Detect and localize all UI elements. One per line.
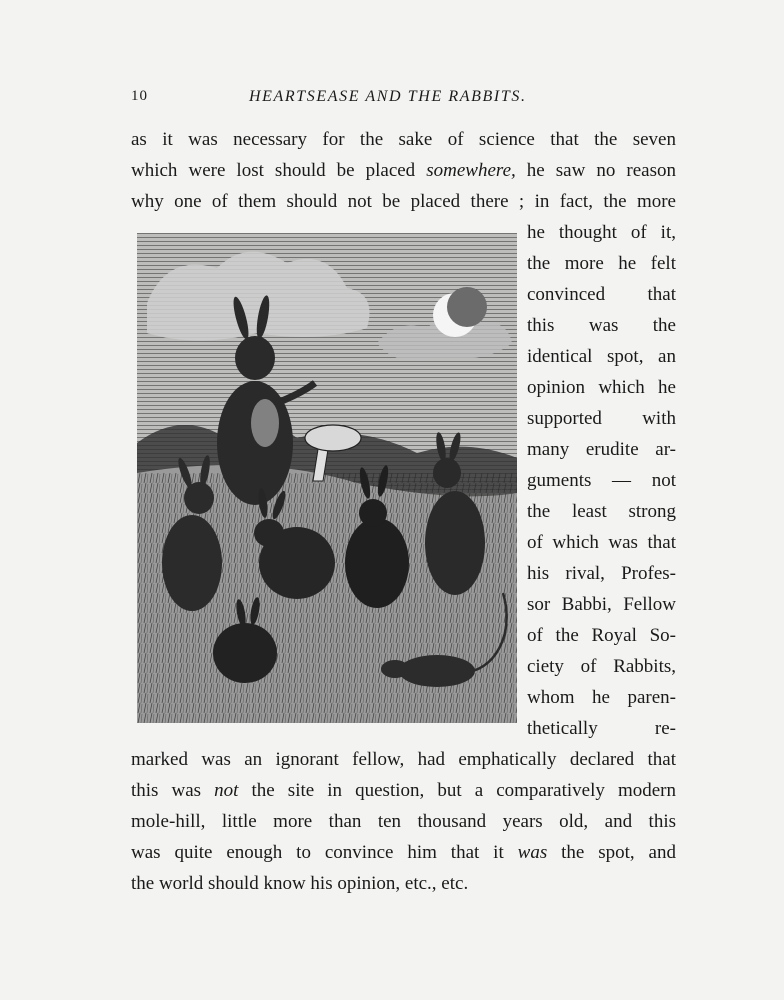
side-line: whom he paren- — [527, 687, 676, 708]
side-line: many erudite ar- — [527, 439, 676, 460]
side-line: this was the — [527, 315, 676, 336]
side-line: of the Royal So- — [527, 625, 676, 646]
side-line: he thought of it, — [527, 222, 676, 243]
rabbits-engraving — [137, 233, 517, 723]
side-line: opinion which he — [527, 377, 676, 398]
side-line: supported with — [527, 408, 676, 429]
mushroom-cap — [305, 425, 361, 451]
side-line: his rival, Profes- — [527, 563, 676, 584]
side-line: identical spot, an — [527, 346, 676, 367]
text-line: the world should know his opinion, etc., etc. — [131, 873, 469, 894]
side-line: ciety of Rabbits, — [527, 656, 676, 677]
text-line: mole-hill, little more than ten thousand years old, and this — [131, 811, 676, 832]
page-header — [131, 88, 676, 114]
text-line: which were lost should be placed somewhere, he saw no reason — [131, 160, 676, 181]
text-line: marked was an ignorant fellow, had emphatically declared that — [131, 749, 676, 770]
page-number: 10 — [131, 88, 148, 104]
side-line: of which was that — [527, 532, 676, 553]
side-line: guments — not — [527, 470, 676, 491]
side-line: the more he felt — [527, 253, 676, 274]
side-line: sor Babbi, Fellow — [527, 594, 676, 615]
rabbits-engraving-svg — [137, 233, 517, 723]
text-line: this was not the site in question, but a comparatively modern — [131, 780, 676, 801]
text-line: was quite enough to convince him that it was the spot, and — [131, 842, 676, 863]
side-line: the least strong — [527, 501, 676, 522]
text-line: as it was necessary for the sake of science that the seven — [131, 129, 676, 150]
side-line: convinced that — [527, 284, 676, 305]
text-line: why one of them should not be placed there ; in fact, the more — [131, 191, 676, 212]
side-line: thetically re- — [527, 718, 676, 739]
running-title: HEARTSEASE AND THE RABBITS. — [249, 88, 527, 105]
